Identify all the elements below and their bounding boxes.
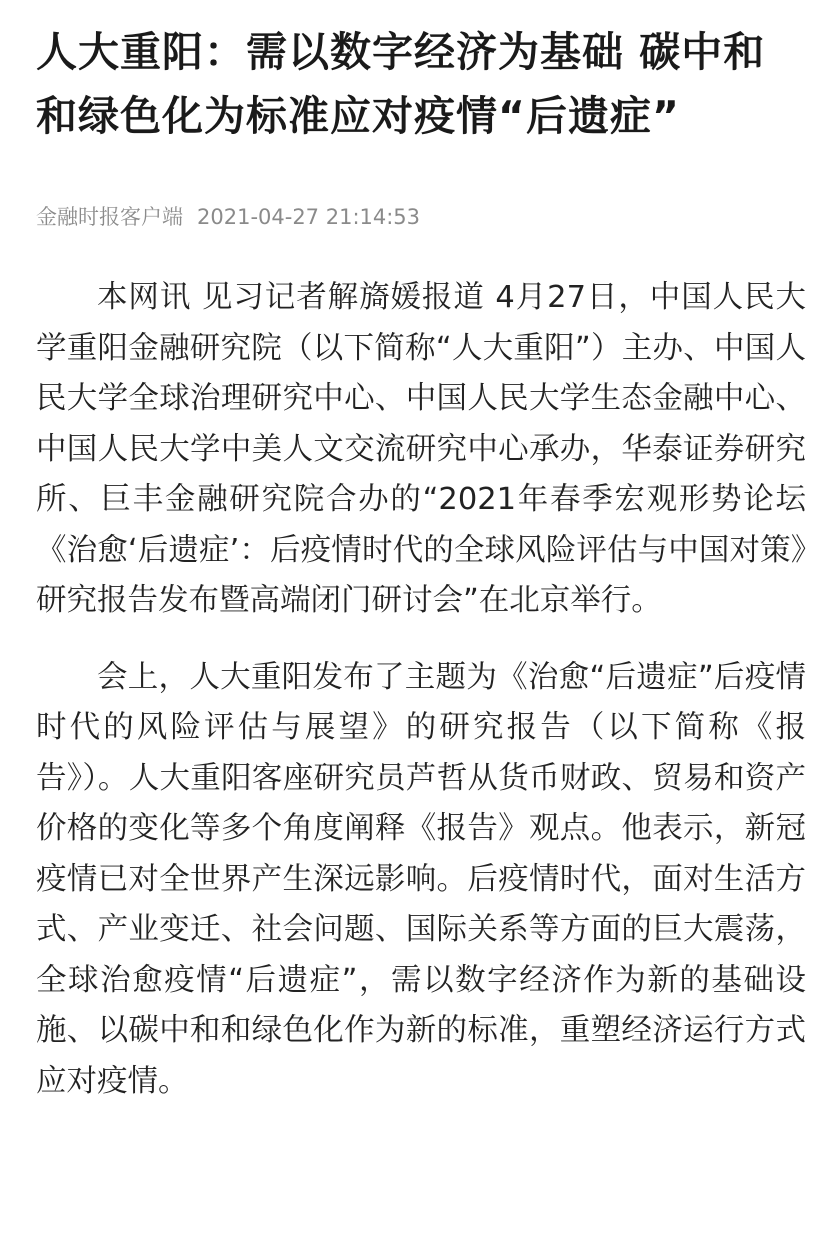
article-title: 人大重阳：需以数字经济为基础 碳中和和绿色化为标准应对疫情“后遗症” xyxy=(36,28,766,140)
article-source: 金融时报客户端 xyxy=(36,205,183,229)
article-meta xyxy=(36,202,806,232)
article-datetime: 2021-04-27 21:14:53 xyxy=(197,205,421,229)
article xyxy=(36,20,806,1107)
article-paragraph: 会上，人大重阳发布了主题为《治愈“后遗症”后疫情时代的风险评估与展望》的研究报告（以下简称《报告》）。人大重阳客座研究员芦哲从货币财政、贸易和资产价格的变化等多个角度阐释《报告》观点。他表示，新冠疫情已对全世界产生深远影响。后疫情时代，面对生活方式、产业变迁、社会问题、国际关系等方面的巨大震荡，全球治愈疫情“后遗症”，需以数字经济作为新的基础设施、以碳中和和绿色化作为新的标准，重塑经济运行方式应对疫情。 xyxy=(36,659,806,1099)
article-paragraph: 本网讯 见习记者解旖媛报道 4月27日，中国人民大学重阳金融研究院（以下简称“人大重阳”）主办、中国人民大学全球治理研究中心、中国人民大学生态金融中心、中国人民大学中美人文交流研究中心承办，华泰证券研究所、巨丰金融研究院合办的“2021年春季宏观形势论坛《治愈‘后遗症’：后疫情时代的全球风险评估与中国对策》研究报告发布暨高端闭门研讨会”在北京举行。 xyxy=(36,280,806,618)
